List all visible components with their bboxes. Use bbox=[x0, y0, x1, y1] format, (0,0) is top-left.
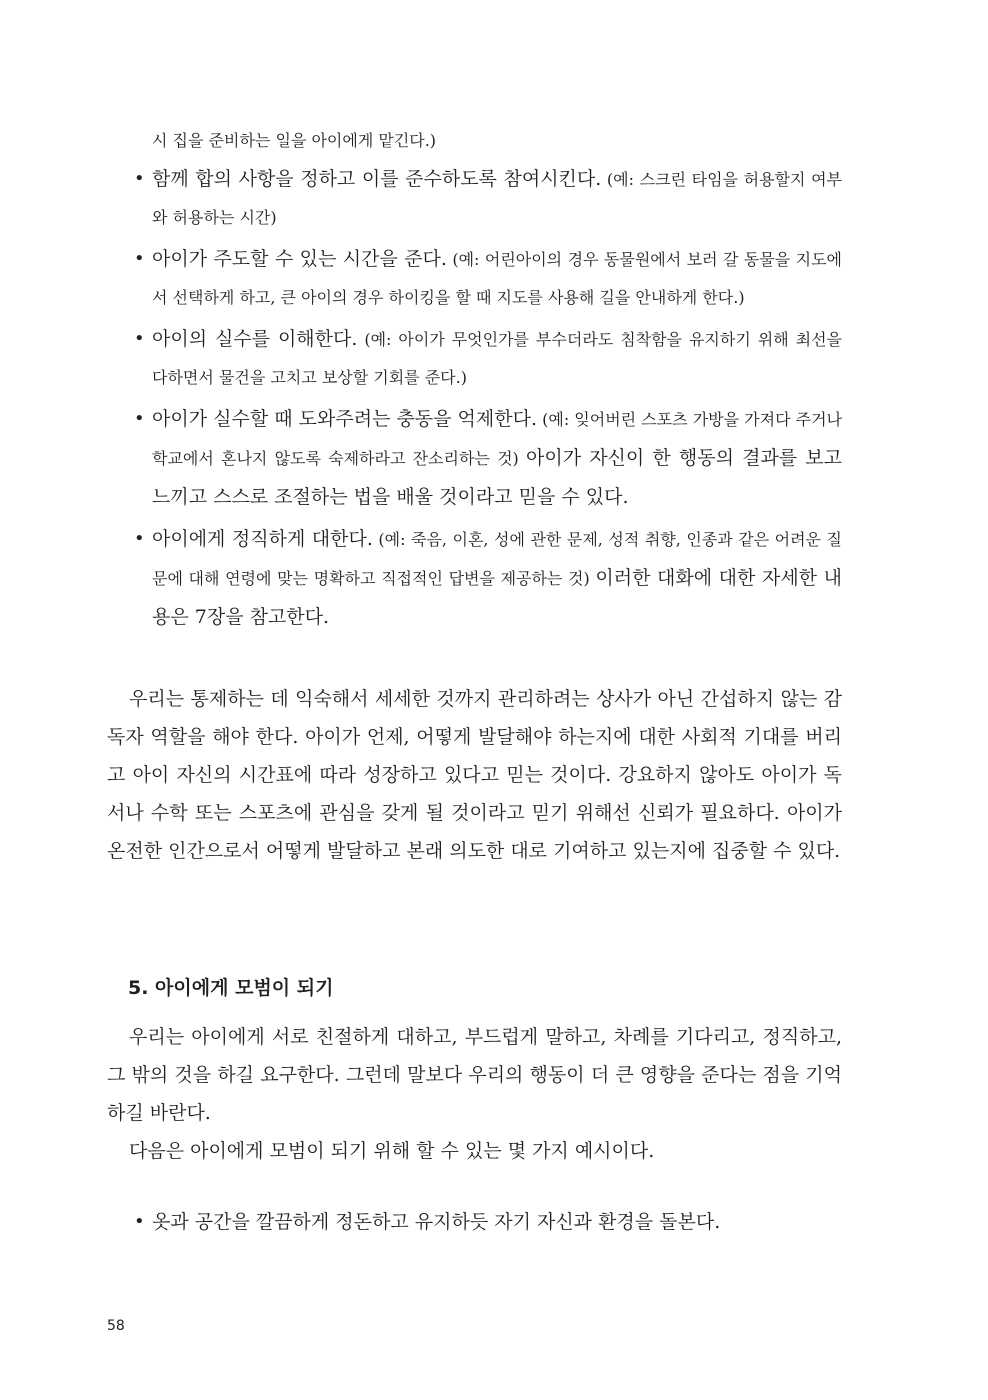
bullet-main-text: 함께 합의 사항을 정하고 이를 준수하도록 참여시킨다. bbox=[152, 168, 602, 190]
list-item bbox=[0, 240, 842, 317]
section-heading: 5. 아이에게 모범이 되기 bbox=[128, 977, 334, 999]
bullet-after-text: 이러한 대화에 대한 자세한 내용은 7장을 참고한다. bbox=[152, 567, 842, 628]
example-list bbox=[0, 1203, 988, 1245]
bullet-main-text: 옷과 공간을 깔끔하게 정돈하고 유지하듯 자기 자신과 환경을 돌본다. bbox=[152, 1211, 721, 1233]
list-item bbox=[0, 160, 842, 237]
bullet-icon: • bbox=[134, 1211, 145, 1232]
continued-example-text bbox=[152, 122, 842, 160]
continued-example: 시 집을 준비하는 일을 아이에게 맡긴다.) bbox=[152, 131, 437, 150]
list-item bbox=[0, 1203, 842, 1242]
section-paragraph: 우리는 아이에게 서로 친절하게 대하고, 부드럽게 말하고, 차례를 기다리고, 정직하고, 그 밖의 것을 하길 요구한다. 그런데 말보다 우리의 행동이 더 큰 영향을 준다는 점을 기억하길 바란다. bbox=[107, 1026, 842, 1124]
bullet-icon: • bbox=[134, 248, 145, 269]
page-number: 58 bbox=[107, 1318, 125, 1334]
section-intro: 다음은 아이에게 모범이 되기 위해 할 수 있는 몇 가지 예시이다. bbox=[129, 1140, 655, 1162]
bullet-example-text: (예: 스크린 타임을 허용할지 여부와 허용하는 시간) bbox=[152, 170, 842, 227]
bullet-main-text: 아이가 실수할 때 도와주려는 충동을 억제한다. bbox=[152, 408, 538, 430]
list-item bbox=[0, 320, 842, 397]
bullet-main-text: 아이에게 정직하게 대한다. bbox=[152, 528, 373, 550]
bullet-icon: • bbox=[134, 528, 145, 549]
bullet-icon: • bbox=[134, 408, 145, 429]
guideline-list bbox=[0, 160, 988, 640]
bullet-icon: • bbox=[134, 168, 145, 189]
list-item bbox=[0, 400, 842, 517]
bullet-after-text: 아이가 자신이 한 행동의 결과를 보고 느끼고 스스로 조절하는 법을 배울 것이라고 믿을 수 있다. bbox=[152, 447, 843, 508]
bullet-main-text: 아이의 실수를 이해한다. bbox=[152, 328, 358, 350]
bullet-example-text: (예: 어린아이의 경우 동물원에서 보러 갈 동물을 지도에서 선택하게 하고, 큰 아이의 경우 하이킹을 할 때 지도를 사용해 길을 안내하게 한다.) bbox=[152, 250, 842, 307]
bullet-example-text: (예: 아이가 무엇인가를 부수더라도 침착함을 유지하기 위해 최선을 다하면서 물건을 고치고 보상할 기회를 준다.) bbox=[152, 330, 842, 387]
bullet-example-text: (예: 잊어버린 스포츠 가방을 가져다 주거나 학교에서 혼나지 않도록 숙제하라고 잔소리하는 것) bbox=[152, 410, 842, 468]
body-paragraph: 우리는 통제하는 데 익숙해서 세세한 것까지 관리하려는 상사가 아닌 간섭하지 않는 감독자 역할을 해야 한다. 아이가 언제, 어떻게 발달해야 하는지에 대한 사회적 기대를 버리고 아이 자신의 시간표에 따라 성장하고 있다고 믿는 것이다. 강요하지 않아도 아이가 독서나 수학 또는 스포츠에 관심을 갖게 될 것이라고 믿기 위해선 신뢰가 필요하다. 아이가 온전한 인간으로서 어떻게 발달하고 본래 의도한 대로 기여하고 있는지에 집중할 수 있다. bbox=[107, 688, 842, 862]
bullet-main-text: 아이가 주도할 수 있는 시간을 준다. bbox=[152, 248, 447, 270]
bullet-icon: • bbox=[134, 328, 145, 349]
bullet-example-text: (예: 죽음, 이혼, 성에 관한 문제, 성적 취향, 인종과 같은 어려운 질문에 대해 연령에 맞는 명확하고 직접적인 답변을 제공하는 것) bbox=[152, 530, 842, 588]
list-item bbox=[0, 520, 842, 637]
